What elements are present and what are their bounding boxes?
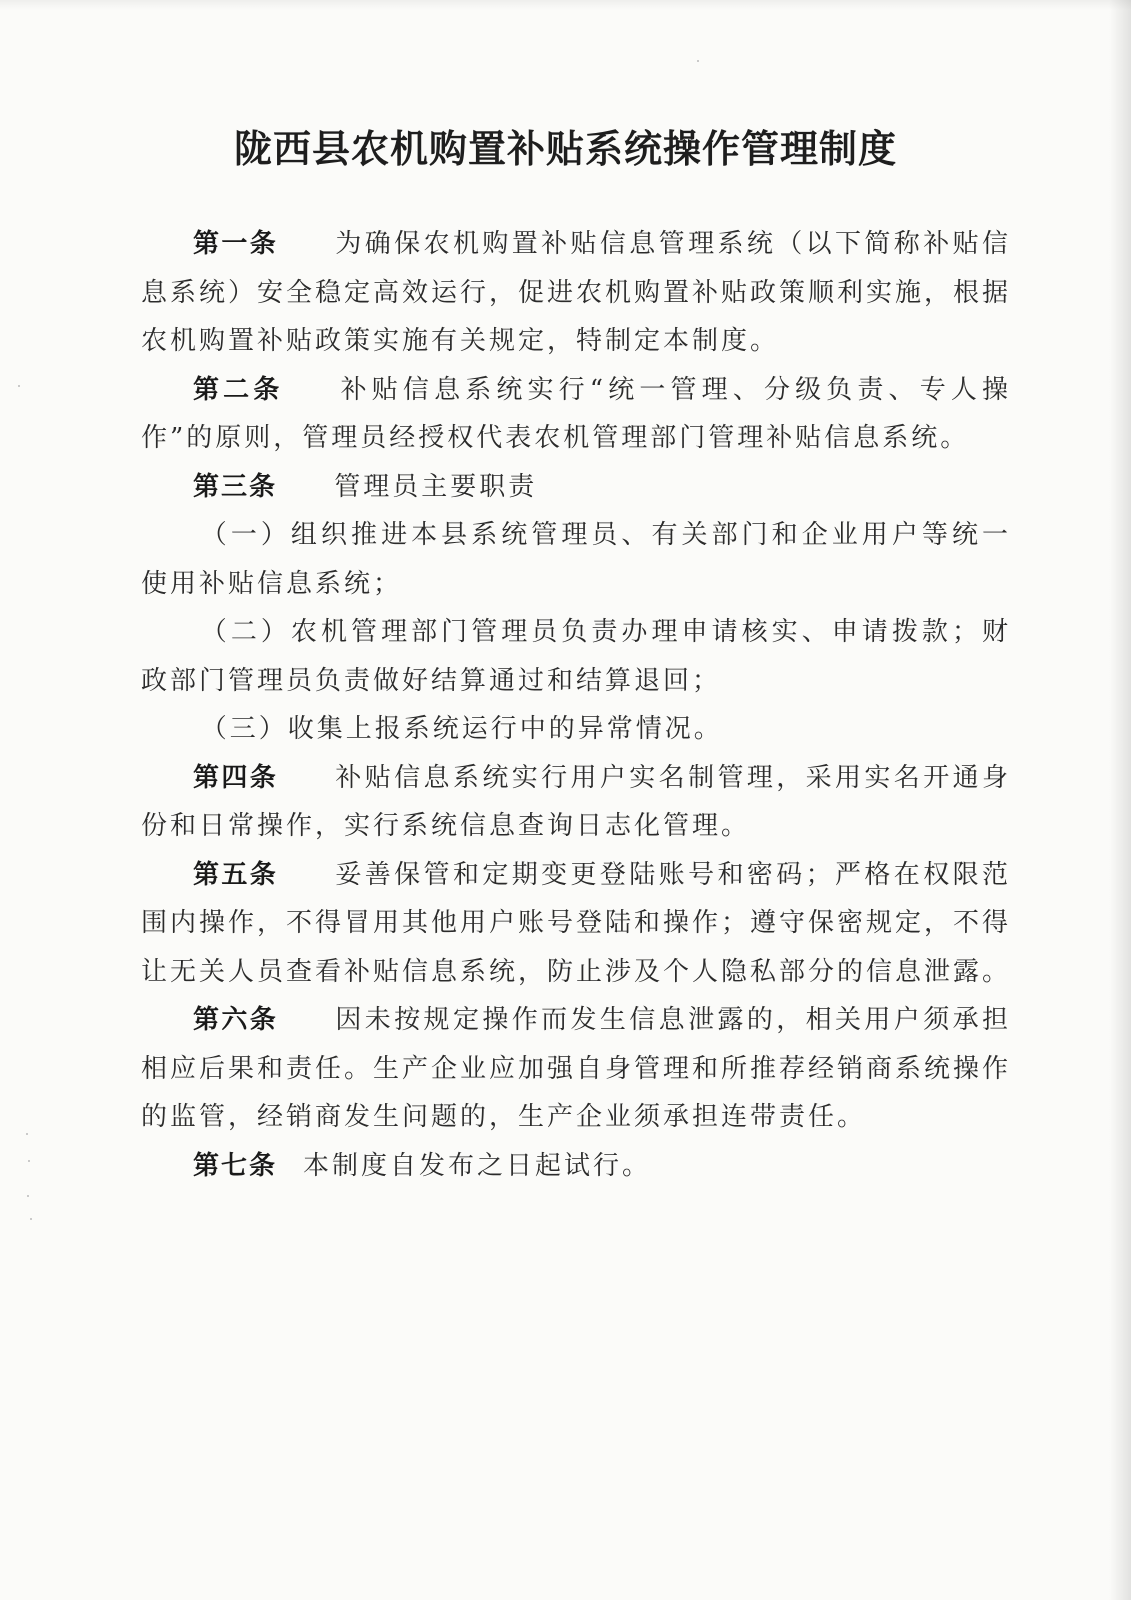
duty-text: （三）收集上报系统运行中的异常情况。 xyxy=(200,714,723,744)
scan-speck xyxy=(30,1218,32,1220)
scan-shadow-right xyxy=(1109,0,1131,1600)
duty-item-3 xyxy=(141,705,1011,754)
article-text: 补贴信息系统实行用户实名制管理，采用实名开通身份和日常操作，实行系统信息查询日志化管理。 xyxy=(141,762,1011,841)
document-title: 陇西县农机购置补贴系统操作管理制度 xyxy=(233,126,897,171)
article-6 xyxy=(141,996,1011,1142)
duty-item-1 xyxy=(141,511,1011,608)
article-label: 第二条 xyxy=(193,374,284,405)
scan-speck xyxy=(26,1133,28,1135)
article-5 xyxy=(141,851,1011,997)
article-1 xyxy=(141,220,1011,366)
article-text: 补贴信息系统实行“统一管理、分级负责、专人操作”的原则，管理员经授权代表农机管理部门管理补贴信息系统。 xyxy=(141,374,1011,453)
document-body xyxy=(141,220,1011,1190)
scan-speck xyxy=(697,60,699,62)
article-text: 本制度自发布之日起试行。 xyxy=(303,1150,652,1181)
article-text: 管理员主要职责 xyxy=(334,471,538,502)
duty-text: （二）农机管理部门管理员负责办理申请核实、申请拨款；财政部门管理员负责做好结算通过和结算退回； xyxy=(141,617,1011,696)
duty-text: （一）组织推进本县系统管理员、有关部门和企业用户等统一使用补贴信息系统； xyxy=(141,520,1011,599)
article-label: 第一条 xyxy=(193,229,279,259)
article-label: 第六条 xyxy=(193,1005,279,1035)
article-text: 因未按规定操作而发生信息泄露的，相关用户须承担相应后果和责任。生产企业应加强自身管理和所推荐经销商系统操作的监管，经销商发生问题的，生产企业须承担连带责任。 xyxy=(141,1005,1012,1132)
scan-speck xyxy=(27,1195,29,1197)
article-label: 第四条 xyxy=(193,762,279,793)
article-7 xyxy=(141,1142,1011,1191)
article-label: 第三条 xyxy=(193,471,278,502)
article-text: 妥善保管和定期变更登陆账号和密码；严格在权限范围内操作，不得冒用其他用户账号登陆和操作；遵守保密规定，不得让无关人员查看补贴信息系统，防止涉及个人隐私部分的信息泄露。 xyxy=(141,859,1012,987)
scan-shadow-top xyxy=(0,0,1131,10)
article-label: 第七条 xyxy=(193,1150,278,1181)
article-3 xyxy=(141,463,1011,512)
duty-item-2 xyxy=(141,608,1011,705)
article-2 xyxy=(141,366,1011,463)
scan-speck xyxy=(28,1160,30,1162)
article-text: 为确保农机购置补贴信息管理系统（以下简称补贴信息系统）安全稳定高效运行，促进农机购置补贴政策顺利实施，根据农机购置补贴政策实施有关规定，特制定本制度。 xyxy=(141,229,1012,356)
article-4 xyxy=(141,754,1011,851)
scan-speck xyxy=(18,385,20,387)
article-label: 第五条 xyxy=(193,859,279,890)
